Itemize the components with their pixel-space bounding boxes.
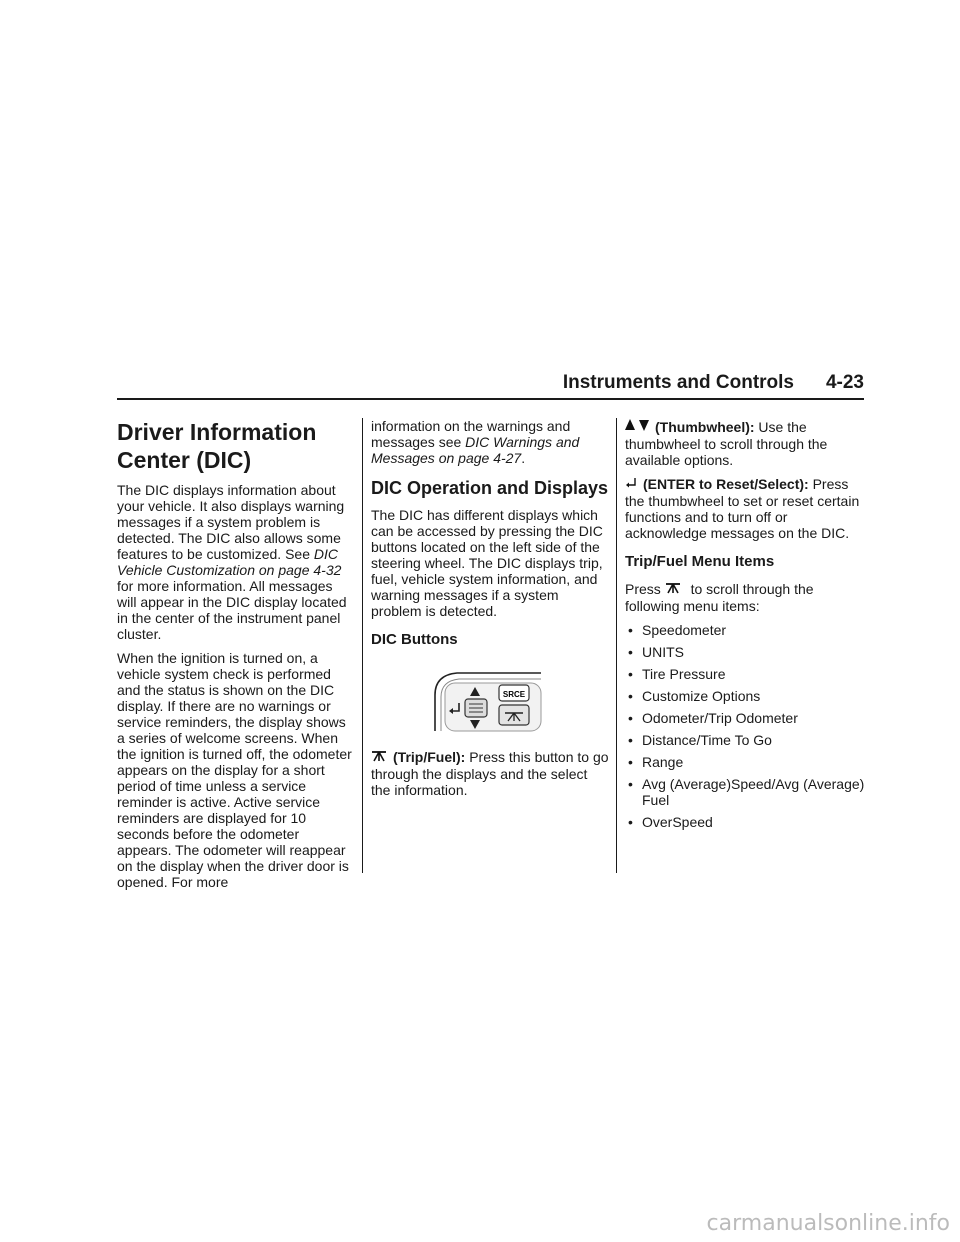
column-divider <box>362 418 363 873</box>
list-item: • UNITS <box>625 644 865 660</box>
intro-paragraph: The DIC displays information about your vehicle. It also displays warning messages if a system problem is detected. The DIC also allows some features to be customized. See DIC Vehicle Customization on page 4-32 for more information. All messages will appear in the DIC display located in the center of the instrument panel cluster. <box>117 482 347 642</box>
warnings-paragraph: information on the warnings and messages see DIC Warnings and Messages on page 4-27. <box>371 418 580 466</box>
column-divider <box>616 418 617 873</box>
list-item: • Speedometer <box>625 622 865 638</box>
page-title: Driver Information Center (DIC) <box>117 419 317 473</box>
press-paragraph: Press to scroll through the following menu items: <box>625 581 814 614</box>
thumbwheel-label: (Thumbwheel): <box>655 419 755 435</box>
srce-label: SRCE <box>502 690 526 699</box>
list-item: • Customize Options <box>625 688 865 704</box>
operation-paragraph: The DIC has different displays which can be accessed by pressing the DIC buttons located on the left side of the steering wheel. The DIC displays trip, fuel, vehicle system information, and warning messages if a system problem is detected. <box>371 507 603 619</box>
column-1 <box>117 418 355 898</box>
trip-fuel-icon <box>665 581 681 598</box>
column-3 <box>625 418 865 836</box>
ignition-paragraph: When the ignition is turned on, a vehicle system check is performed and the status is shown on the DIC display. If there are no warnings or service reminders, the display shows a series of welcome screens. When the ignition is turned off, the odometer appears on the display for a short period of time unless a service reminder is active. Active service reminders are displayed for 10 seconds before the odometer appears. The odometer will reappear on the display when the driver door is opened. For more <box>117 650 352 890</box>
trip-fuel-paragraph: (Trip/Fuel): Press this button to go through the displays and the select the information. <box>371 749 609 798</box>
list-item: • Distance/Time To Go <box>625 732 865 748</box>
page-header <box>117 372 864 398</box>
trip-fuel-label: (Trip/Fuel): <box>393 749 466 765</box>
section-title: Instruments and Controls <box>562 372 794 393</box>
heading-menu: Trip/Fuel Menu Items <box>625 553 775 570</box>
dic-buttons-illustration <box>431 669 543 735</box>
enter-label: (ENTER to Reset/Select): <box>643 476 809 492</box>
enter-paragraph: (ENTER to Reset/Select): Press the thumbwheel to set or reset certain functions and to turn off or acknowledge messages on the DIC. <box>625 476 860 541</box>
list-item: • Range <box>625 754 865 770</box>
list-item: • Avg (Average)Speed/Avg (Average) Fuel <box>625 776 865 808</box>
page-number: 4-23 <box>825 372 864 393</box>
heading-operation: DIC Operation and Displays <box>371 478 609 498</box>
menu-items-list <box>625 622 865 830</box>
list-item: • OverSpeed <box>625 814 865 830</box>
list-item: • Tire Pressure <box>625 666 865 682</box>
thumbwheel-paragraph: (Thumbwheel): Use the thumbwheel to scroll through the available options. <box>625 419 828 468</box>
enter-icon <box>625 476 637 493</box>
trip-fuel-icon <box>371 749 387 766</box>
heading-buttons: DIC Buttons <box>371 631 458 648</box>
watermark: carmanualsonline.info <box>706 1211 950 1236</box>
column-2 <box>371 418 609 806</box>
thumbwheel-arrows-icon <box>625 419 649 436</box>
list-item: • Odometer/Trip Odometer <box>625 710 865 726</box>
warnings-link[interactable]: DIC Warnings and Messages on page 4-27 <box>371 434 580 466</box>
customization-link[interactable]: DIC Vehicle Customization on page 4-32 <box>117 546 342 578</box>
header-rule <box>117 398 864 400</box>
